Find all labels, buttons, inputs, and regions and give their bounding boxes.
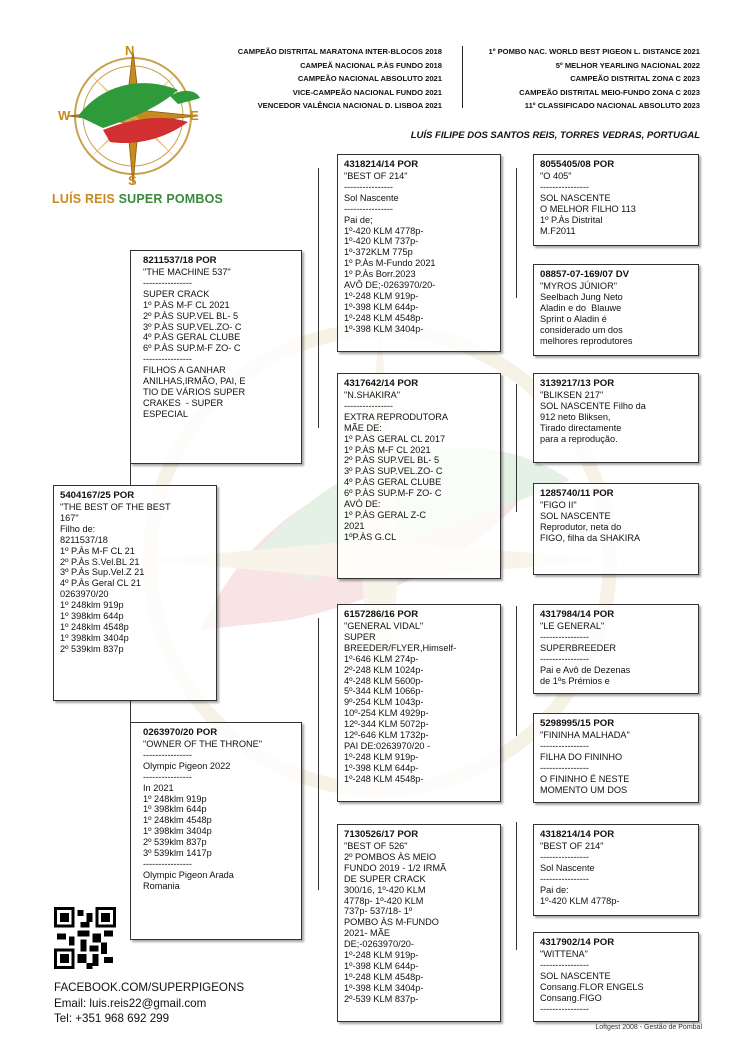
pigeon-info-line: SOL NASCENTE Filho da [540,400,646,411]
pigeon-info-line: SOL NASCENTE [540,970,611,981]
pigeon-info-line: 1º 398klm 3404p [60,632,129,643]
pigeon-info-line: 1º-398 KLM 3404p- [344,323,424,334]
title-right-line: CAMPEÃO DISTRITAL MEIO-FUNDO ZONA C 2023 [519,87,700,97]
pigeon-info-line: 0263970/20 [60,589,109,600]
titles-left [238,45,442,113]
pigeon-info-line: 4778p- 1º-420 KLM [344,895,424,906]
pigeon-info-line: "O 405" [540,171,572,181]
email-link[interactable]: Email: luis.reis22@gmail.com [54,996,207,1010]
ring-number: 5298995/15 POR [540,718,615,729]
pigeon-info-line: 12º-646 KLM 1732p- [344,730,429,741]
pigeon-info-line: ---------------- [143,277,192,288]
pigeon-card-subject [53,485,217,701]
pigeon-info-line: 4º P.Às Geral CL 21 [60,578,141,589]
pigeon-info-line: ---------------- [540,873,589,884]
ring-number: 4317902/14 POR [540,937,615,948]
ring-number: 08857-07-169/07 DV [540,269,630,280]
pigeon-info-line: 3º P.Às Sup.Vel.Z 21 [60,567,145,578]
pigeon-info-line: ANILHAS,IRMÃO, PAI, E [143,376,246,387]
title-left-line: CAMPEÃO DISTRITAL MARATONA INTER-BLOCOS 2018 [237,47,442,56]
pigeon-info-line: Tirado directamente [540,422,622,433]
pigeon-info-line: PAI DE:0263970/20 - [344,740,431,751]
pigeon-card-dam-sire [337,604,501,802]
pigeon-info-line: SUPER CRACK [143,288,210,299]
pigeon-info-line: 2021 [344,520,365,531]
pigeon-info-line: 2º-539 KLM 837p- [344,993,419,1004]
pigeon-info-line: ---------------- [540,653,589,664]
ring-number: 8211537/18 POR [143,255,217,266]
pigeon-info-line: 1º-420 KLM 4778p- [344,225,424,236]
pigeon-info-line: CRAKES - SUPER [143,397,224,408]
pigeon-info-line: O MELHOR FILHO 113 [540,203,636,214]
ring-number: 8055405/08 POR [540,159,615,170]
pigeon-info-line: "THE BEST OF THE BEST [60,502,171,512]
pigeon-info-line: "MYROS JÚNIOR" [540,281,617,291]
pigeon-card-dam-dam [337,824,501,1022]
title-divider [462,46,463,108]
pigeon-info-line: ---------------- [143,771,192,782]
pigeon-info-line: 300/16, 1º-420 KLM [344,884,426,895]
pigeon-info-line: 1º 248klm 919p [143,793,207,804]
pigeon-info-line: 167" [60,512,79,523]
qr-code-icon[interactable] [54,907,116,969]
pigeon-info-line: "WITTENA" [540,949,588,959]
pigeon-card-dss [533,604,699,694]
pigeon-info-line: ---------------- [143,749,192,760]
pigeon-info-line: 6º P.ÀS SUP.M-F ZO- C [344,488,442,499]
logo-compass-dove [48,38,218,216]
pigeon-info-line: 1º P.Às M-Fundo 2021 [344,258,436,269]
pigeon-info-line: 1º 398klm 644p [143,804,207,815]
pigeon-info-line: 1º-248 KLM 4548p- [344,773,424,784]
pigeon-info-line: "N.SHAKIRA" [344,390,401,400]
pigeon-info-line: 12º-344 KLM 5072p- [344,719,429,730]
pigeon-info-line: Aladin e do Blauwe [540,302,622,313]
ring-number: 6157286/16 POR [344,609,419,620]
ring-number: 5404167/25 POR [60,490,135,501]
pigeon-info-line: EXTRA REPRODUTORA [344,411,448,422]
title-left-line: VENCEDOR VALÊNCIA NACIONAL D. LISBOA 2021 [257,101,442,111]
pigeon-info-line: 4º P.ÀS GERAL CLUBE [344,477,442,488]
ring-number: 4318214/14 POR [344,159,419,170]
pigeon-info-line: SOL NASCENTE [540,192,611,203]
pigeon-card-dds [533,824,699,916]
pigeon-card-ddd [533,932,699,1022]
pigeon-info-line: TIO DE VÁRIOS SUPER [143,386,246,397]
connector [516,384,517,512]
pigeon-info-line: Olympic Pigeon Arada [143,869,234,880]
brand-name-part1: LUÍS REIS [52,192,119,206]
pigeon-info-line: ---------------- [540,762,589,773]
pigeon-info-line: "BLIKSEN 217" [540,390,604,400]
connector [318,168,319,428]
brand-name-part2: SUPER POMBOS [118,192,224,206]
pigeon-info-line: "BEST OF 526" [344,841,408,851]
pigeon-info-line: 1º-398 KLM 644p- [344,960,419,971]
pigeon-info-line: 10º-254 KLM 4929p- [344,708,429,719]
pigeon-info-line: 1º-398 KLM 644p- [344,301,419,312]
pigeon-info-line: 9º-254 KLM 1043p- [344,697,424,708]
pigeon-info-line: 1º P.ÀS M-F CL 2021 [143,299,230,310]
pigeon-info-line: ---------------- [540,181,589,192]
pigeon-info-line: 2º P.Às S.Vel.BL 21 [60,556,140,567]
pigeon-info-line: 1º-372KLM 775p [344,247,413,258]
pigeon-info-line: 3º P.ÀS SUP.VEL.ZO- C [344,466,443,477]
pigeon-info-line: ---------------- [344,181,393,192]
pigeon-info-line: ESPECIAL [143,408,188,419]
pigeon-info-line: DE SUPER CRACK [344,873,426,884]
pigeon-info-line: O FININHO É NESTE [540,773,630,784]
pigeon-info-line: 2º P.ÀS SUP.VEL BL- 5 [344,455,440,466]
pigeon-info-line: 1º P.Às M-F CL 21 [60,545,135,556]
footer-credit: Loftgest 2008 - Gestão de Pombal [595,1024,702,1031]
pigeon-info-line: ---------------- [540,959,589,970]
pigeon-info-line: 2021- MÃE [344,928,390,939]
pigeon-info-line: 1º P.ÀS M-F CL 2021 [344,444,431,455]
pigeon-info-line: 1º-248 KLM 919p- [344,950,419,961]
pigeon-info-line: ---------------- [143,354,192,365]
compass-w: W [58,108,71,123]
pigeon-info-line: FILHA DO FININHO [540,751,623,762]
pigeon-info-line: 1º 398klm 3404p [143,826,212,837]
pigeon-info-line: 1º-248 KLM 919p- [344,290,419,301]
pigeon-info-line: 2º-248 KLM 1024p- [344,664,424,675]
ring-number: 0263970/20 POR [143,727,218,738]
compass-e: E [190,108,199,123]
title-left-line: CAMPEÃO NACIONAL ABSOLUTO 2021 [297,74,442,84]
pigeon-info-line: para a reprodução. [540,433,618,444]
pigeon-info-line: considerado um dos [540,324,623,335]
pigeon-info-line: Reprodutor, neta do [540,521,622,532]
pigeon-info-line: FIGO, filha da SHAKIRA [540,532,641,543]
pigeon-info-line: "BEST OF 214" [540,841,604,851]
pigeon-card-sds [533,373,699,463]
pigeon-info-line: 1º P.ÀS GERAL CL 2017 [344,433,446,444]
pigeon-info-line: MÃE DE: [344,422,382,433]
pigeon-info-line: ---------------- [540,740,589,751]
pigeon-info-line: 6º P.ÀS SUP.M-F ZO- C [143,343,241,354]
pigeon-info-line: Pai de; [344,214,373,225]
pigeon-info-line: "OWNER OF THE THRONE" [143,739,262,749]
pigeon-card-sire-dam [337,373,501,579]
pigeon-info-line: BREEDER/FLYER,Himself- [344,642,457,653]
pigeon-info-line: POMBO ÀS M-FUNDO [344,917,439,928]
pigeon-info-line: 1º 248klm 4548p [143,815,212,826]
pigeon-info-line: Romania [143,880,180,891]
pigeon-info-line: Consang.FIGO [540,992,602,1003]
pigeon-info-line: MOMENTO UM DOS [540,784,628,795]
title-right-line: 1º POMBO NAC. WORLD BEST PIGEON L. DISTANCE 2021 [488,47,700,56]
pigeon-info-line: 1º-420 KLM 4778p- [540,895,620,906]
pigeon-info-line: ---------------- [540,851,589,862]
pigeon-info-line: 5º-344 KLM 1066p- [344,686,424,697]
pigeon-info-line: 1º-248 KLM 4548p- [344,312,424,323]
title-right-line: CAMPEÃO DISTRITAL ZONA C 2023 [570,74,700,84]
pigeon-card-ssd [533,264,699,356]
phone-number[interactable]: Tel: +351 968 692 299 [54,1012,170,1026]
pigeon-info-line: "GENERAL VIDAL" [344,621,424,631]
ring-number: 4318214/14 POR [540,829,615,840]
pigeon-info-line: ---------------- [540,1003,589,1014]
pigeon-info-line: 2º P.ÀS SUP.VEL BL- 5 [143,310,239,321]
pigeon-info-line: Sol Nascente [540,862,595,873]
pigeon-info-line: 1º-646 KLM 274p- [344,653,419,664]
pigeon-info-line: 2º POMBOS ÀS MEIO [344,851,437,862]
pigeon-info-line: 1º-248 KLM 919p- [344,751,419,762]
compass-n: N [125,43,135,58]
pigeon-info-line: melhores reprodutores [540,335,633,346]
pigeon-info-line: Filho de: [60,523,96,534]
pigeon-info-line: 912 neto Bliksen, [540,411,611,422]
titles-right [478,45,700,113]
pigeon-info-line: FUNDO 2019 - 1/2 IRMÃ [344,862,447,873]
pigeon-info-line: 737p- 537/18- 1º [344,906,413,917]
pigeon-info-line: 3º P.ÀS SUP.VEL.ZO- C [143,321,242,332]
pigeon-info-line: 1º-398 KLM 3404p- [344,982,424,993]
pigeon-info-line: M.F2011 [540,225,576,236]
pigeon-card-sss [533,154,699,246]
connector [516,822,517,950]
pigeon-info-line: Olympic Pigeon 2022 [143,760,231,771]
title-right-line: 5º MELHOR YEARLING NACIONAL 2022 [555,60,700,70]
pigeon-info-line: 1º-398 KLM 644p- [344,762,419,773]
pigeon-info-line: FILHOS A GANHAR [143,365,226,376]
pigeon-info-line: 4º P.ÀS GERAL CLUBE [143,332,241,343]
title-left-line: VICE-CAMPEÃO NACIONAL FUNDO 2021 [292,87,442,97]
pigeon-info-line: 2º 539klm 837p [143,837,207,848]
pigeon-info-line: 1º 248klm 919p [60,600,124,611]
connector [516,168,517,298]
pigeon-info-line: SUPERBREEDER [540,642,617,653]
pigeon-info-line: ---------------- [540,631,589,642]
pigeon-info-line: "FININHA MALHADA" [540,730,630,740]
pigeon-info-line: DE;-0263970/20- [344,939,414,950]
pigeon-card-sire [130,250,302,464]
pigeon-info-line: "BEST OF 214" [344,171,408,181]
pigeon-info-line: 1ºP.ÀS G.CL [344,531,397,542]
pigeon-info-line: Sol Nascente [344,192,399,203]
pigeon-info-line: 3º 539klm 1417p [143,848,212,859]
pigeon-info-line: In 2021 [143,782,174,793]
pigeon-card-sire-sire [337,154,501,352]
pigeon-info-line: 8211537/18 [60,534,108,545]
pigeon-info-line: 1º P.ÀS GERAL Z-C [344,509,426,520]
pigeon-info-line: de 1ºs Prémios e [540,675,610,686]
title-right-line: 11º CLASSIFICADO NACIONAL ABSOLUTO 2023 [524,101,700,111]
pigeon-info-line: Pai de: [540,884,569,895]
ring-number: 4317984/14 POR [540,609,615,620]
pigeon-info-line: "FIGO II" [540,500,577,510]
pigeon-info-line: ---------------- [344,203,393,214]
contact-block [54,980,244,1027]
compass-s: S [128,173,137,188]
pigeon-info-line: 1º 398klm 644p [60,611,124,622]
brand-name [52,192,223,206]
ring-number: 7130526/17 POR [344,829,419,840]
connector [318,618,319,890]
ring-number: 3139217/13 POR [540,378,615,389]
pigeon-info-line: ---------------- [344,400,393,411]
pigeon-info-line: 2º 539klm 837p [60,643,124,654]
pigeon-info-line: SUPER [344,631,376,642]
pigeon-info-line: 4º-248 KLM 5600p- [344,675,424,686]
pigeon-card-sdd [533,483,699,575]
pigeon-info-line: 1º-420 KLM 737p- [344,236,419,247]
connector [516,606,517,736]
pigeon-info-line: SOL NASCENTE [540,510,611,521]
owner-name: LUÍS FILIPE DOS SANTOS REIS, TORRES VEDRAS, PORTUGAL [410,130,700,141]
pigeon-info-line: 1º 248klm 4548p [60,621,129,632]
pigeon-info-line: Pai e Avô de Dezenas [540,664,631,675]
facebook-link[interactable]: FACEBOOK.COM/SUPERPIGEONS [54,981,245,994]
pigeon-info-line: "THE MACHINE 537" [143,267,231,277]
pigeon-info-line: Sprint o Aladin é [540,313,607,324]
ring-number: 1285740/11 POR [540,488,614,499]
pigeon-info-line: 1º-248 KLM 4548p- [344,971,424,982]
pigeon-info-line: "LE GENERAL" [540,621,605,631]
pigeon-card-dsd [533,713,699,803]
title-left-line: CAMPEÃ NACIONAL P.ÀS FUNDO 2018 [300,60,442,70]
pigeon-info-line: ---------------- [143,858,192,869]
ring-number: 4317642/14 POR [344,378,419,389]
pigeon-info-line: Consang.FLOR ENGELS [540,981,644,992]
pigeon-info-line: Seelbach Jung Neto [540,291,623,302]
pigeon-info-line: 1º P.Às Distrital [540,214,603,225]
pigeon-info-line: 1º P.Às Borr.2023 [344,269,416,280]
pigeon-info-line: AVÔ DE;-0263970/20- [344,280,436,291]
pigeon-info-line: AVÓ DE: [344,499,381,510]
pigeon-card-dam [130,722,302,940]
